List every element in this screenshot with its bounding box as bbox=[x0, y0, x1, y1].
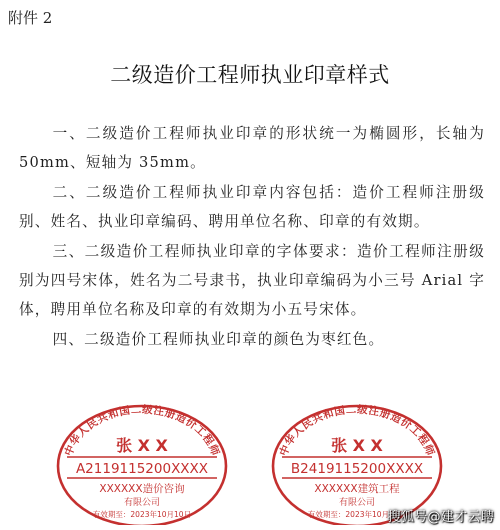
seal-a-company-line1: XXXXXX造价咨询 bbox=[99, 483, 185, 495]
attachment-label: 附件 2 bbox=[8, 9, 53, 27]
seal-b-code: B2419115200XXXX bbox=[290, 461, 424, 477]
seal-b-company-line1: XXXXXX建筑工程 bbox=[314, 483, 400, 495]
seal-a-code: A2119115200XXXX bbox=[75, 461, 209, 477]
seal-b-name: 张 X X bbox=[331, 436, 383, 455]
paragraph-shape: 一、二级造价工程师执业印章的形状统一为椭圆形，长轴为 50mm、短轴为 35mm。 bbox=[19, 125, 485, 172]
seal-a-arc-text: 中华人民共和国二级注册造价工程师 bbox=[62, 403, 222, 458]
seal-a-validity: 有效期至：2023年10月10日 bbox=[92, 510, 192, 519]
seal-sample-a bbox=[55, 401, 229, 525]
source-watermark: 搜狐号@建才云聘 bbox=[387, 510, 494, 525]
document-title: 二级造价工程师执业印章样式 bbox=[110, 63, 390, 87]
seal-b-arc-text: 中华人民共和国二级注册造价工程师 bbox=[277, 403, 437, 458]
document-body bbox=[19, 119, 485, 354]
seal-a-graphic bbox=[55, 401, 229, 525]
seal-a-name: 张 X X bbox=[116, 436, 168, 455]
seal-b-company-line2: 有限公司 bbox=[338, 498, 376, 508]
paragraph-content: 二、二级造价工程师执业印章内容包括：造价工程师注册级别、姓名、执业印章编码、聘用单位名称、印章的有效期。 bbox=[19, 183, 485, 231]
paragraph-font: 三、二级造价工程师执业印章的字体要求：造价工程师注册级别为四号宋体，姓名为二号隶书，执业印章编码为小三号 Arial 字体，聘用单位名称及印章的有效期为小五号宋体。 bbox=[19, 242, 485, 319]
paragraph-color: 四、二级造价工程师执业印章的颜色为枣红色。 bbox=[52, 330, 385, 348]
seal-a-company-line2: 有限公司 bbox=[123, 498, 161, 508]
seal-b-validity: 有效期至：2023年10月10日 bbox=[307, 510, 407, 519]
